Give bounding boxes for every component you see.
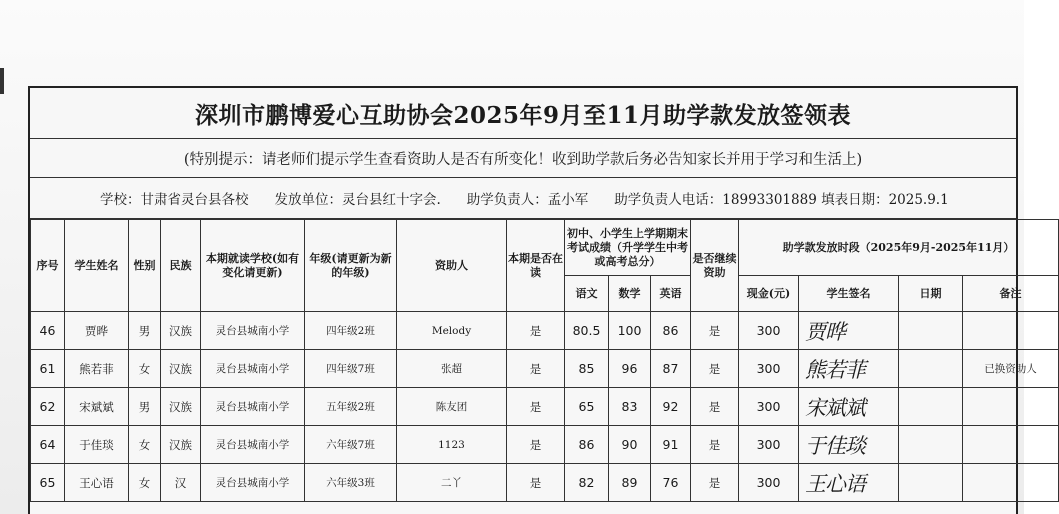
cell-school: 灵台县城南小学	[201, 350, 305, 388]
cell-chinese: 65	[565, 388, 609, 426]
cell-signature: 宋斌斌	[799, 388, 899, 426]
cell-math: 90	[609, 426, 651, 464]
cell-date	[899, 312, 963, 350]
table-row	[31, 312, 1059, 350]
cell-continue: 是	[691, 426, 739, 464]
col-grade: 年级(请更新为新的年级)	[305, 220, 397, 312]
col-cash: 现金(元)	[739, 276, 799, 312]
cell-name: 宋斌斌	[65, 388, 129, 426]
cell-sponsor: Melody	[397, 312, 507, 350]
cell-signature: 熊若菲	[799, 350, 899, 388]
cell-enrolled: 是	[507, 312, 565, 350]
cell-english: 87	[651, 350, 691, 388]
cell-continue: 是	[691, 350, 739, 388]
col-seq: 序号	[31, 220, 65, 312]
cell-enrolled: 是	[507, 426, 565, 464]
col-sponsor: 资助人	[397, 220, 507, 312]
cell-seq: 65	[31, 464, 65, 502]
cell-grade: 四年级2班	[305, 312, 397, 350]
table-row	[31, 426, 1059, 464]
cell-enrolled: 是	[507, 350, 565, 388]
cell-cash: 300	[739, 464, 799, 502]
col-school: 本期就读学校(如有变化请更新)	[201, 220, 305, 312]
roster-table	[30, 219, 1059, 502]
cell-date	[899, 388, 963, 426]
cell-date	[899, 464, 963, 502]
col-continue: 是否继续资助	[691, 220, 739, 312]
cell-remark	[963, 388, 1059, 426]
cell-ethnicity: 汉族	[161, 350, 201, 388]
cell-date	[899, 426, 963, 464]
cell-english: 76	[651, 464, 691, 502]
cell-seq: 46	[31, 312, 65, 350]
col-gender: 性别	[129, 220, 161, 312]
cell-math: 100	[609, 312, 651, 350]
cell-english: 91	[651, 426, 691, 464]
cell-gender: 女	[129, 464, 161, 502]
cell-enrolled: 是	[507, 388, 565, 426]
col-scores: 初中、小学生上学期期末考试成绩（升学学生中考或高考总分）	[565, 220, 691, 276]
cell-grade: 五年级2班	[305, 388, 397, 426]
special-notice: (特别提示：请老师们提示学生查看资助人是否有所变化！收到助学款后务必告知家长并用于学习和生活上)	[30, 139, 1016, 178]
cell-seq: 62	[31, 388, 65, 426]
cell-ethnicity: 汉	[161, 464, 201, 502]
margin-mark	[0, 68, 4, 94]
form-frame	[28, 86, 1037, 514]
cell-cash: 300	[739, 388, 799, 426]
cell-remark	[963, 312, 1059, 350]
phone-date-info: 助学负责人电话：18993301889 填表日期：2025.9.1	[614, 192, 949, 208]
col-name: 学生姓名	[65, 220, 129, 312]
cell-sponsor: 陈友团	[397, 388, 507, 426]
cell-school: 灵台县城南小学	[201, 312, 305, 350]
info-line	[30, 178, 1016, 219]
cell-school: 灵台县城南小学	[201, 464, 305, 502]
cell-chinese: 86	[565, 426, 609, 464]
cell-signature: 于佳琰	[799, 426, 899, 464]
cell-seq: 61	[31, 350, 65, 388]
cell-sponsor: 二丫	[397, 464, 507, 502]
header-row-1	[31, 220, 1059, 276]
cell-signature: 贾晔	[799, 312, 899, 350]
form-title: 深圳市鹏博爱心互助协会2025年9月至11月助学款发放签领表	[30, 88, 1016, 139]
cell-date	[899, 350, 963, 388]
cell-enrolled: 是	[507, 464, 565, 502]
cell-ethnicity: 汉族	[161, 426, 201, 464]
col-ethnicity: 民族	[161, 220, 201, 312]
cell-chinese: 85	[565, 350, 609, 388]
cell-gender: 女	[129, 426, 161, 464]
cell-remark	[963, 464, 1059, 502]
table-row	[31, 350, 1059, 388]
cell-school: 灵台县城南小学	[201, 426, 305, 464]
cell-math: 89	[609, 464, 651, 502]
cell-cash: 300	[739, 312, 799, 350]
col-signature: 学生签名	[799, 276, 899, 312]
table-row	[31, 464, 1059, 502]
cell-english: 92	[651, 388, 691, 426]
cell-chinese: 82	[565, 464, 609, 502]
cell-seq: 64	[31, 426, 65, 464]
school-info: 学校：甘肃省灵台县各校	[100, 192, 249, 208]
cell-name: 于佳琰	[65, 426, 129, 464]
cell-cash: 300	[739, 426, 799, 464]
cell-sponsor: 1123	[397, 426, 507, 464]
cell-ethnicity: 汉族	[161, 312, 201, 350]
cell-continue: 是	[691, 464, 739, 502]
cell-math: 83	[609, 388, 651, 426]
cell-sponsor: 张超	[397, 350, 507, 388]
col-math: 数学	[609, 276, 651, 312]
cell-ethnicity: 汉族	[161, 388, 201, 426]
cell-continue: 是	[691, 312, 739, 350]
cell-name: 熊若菲	[65, 350, 129, 388]
cell-name: 王心语	[65, 464, 129, 502]
col-date: 日期	[899, 276, 963, 312]
col-enrolled: 本期是否在读	[507, 220, 565, 312]
cell-remark: 已换资助人	[963, 350, 1059, 388]
issuer-info: 发放单位：灵台县红十字会.	[274, 192, 441, 208]
col-english: 英语	[651, 276, 691, 312]
cell-signature: 王心语	[799, 464, 899, 502]
cell-grade: 四年级7班	[305, 350, 397, 388]
cell-chinese: 80.5	[565, 312, 609, 350]
cell-grade: 六年级3班	[305, 464, 397, 502]
cell-name: 贾晔	[65, 312, 129, 350]
cell-continue: 是	[691, 388, 739, 426]
col-remark: 备注	[963, 276, 1059, 312]
cell-math: 96	[609, 350, 651, 388]
cell-gender: 女	[129, 350, 161, 388]
cell-remark	[963, 426, 1059, 464]
cell-school: 灵台县城南小学	[201, 388, 305, 426]
table-row	[31, 388, 1059, 426]
cell-grade: 六年级7班	[305, 426, 397, 464]
cell-english: 86	[651, 312, 691, 350]
cell-cash: 300	[739, 350, 799, 388]
cell-gender: 男	[129, 388, 161, 426]
col-period: 助学款发放时段（2025年9月-2025年11月）	[739, 220, 1059, 276]
cell-gender: 男	[129, 312, 161, 350]
col-chinese: 语文	[565, 276, 609, 312]
manager-info: 助学负责人：孟小军	[466, 192, 589, 208]
